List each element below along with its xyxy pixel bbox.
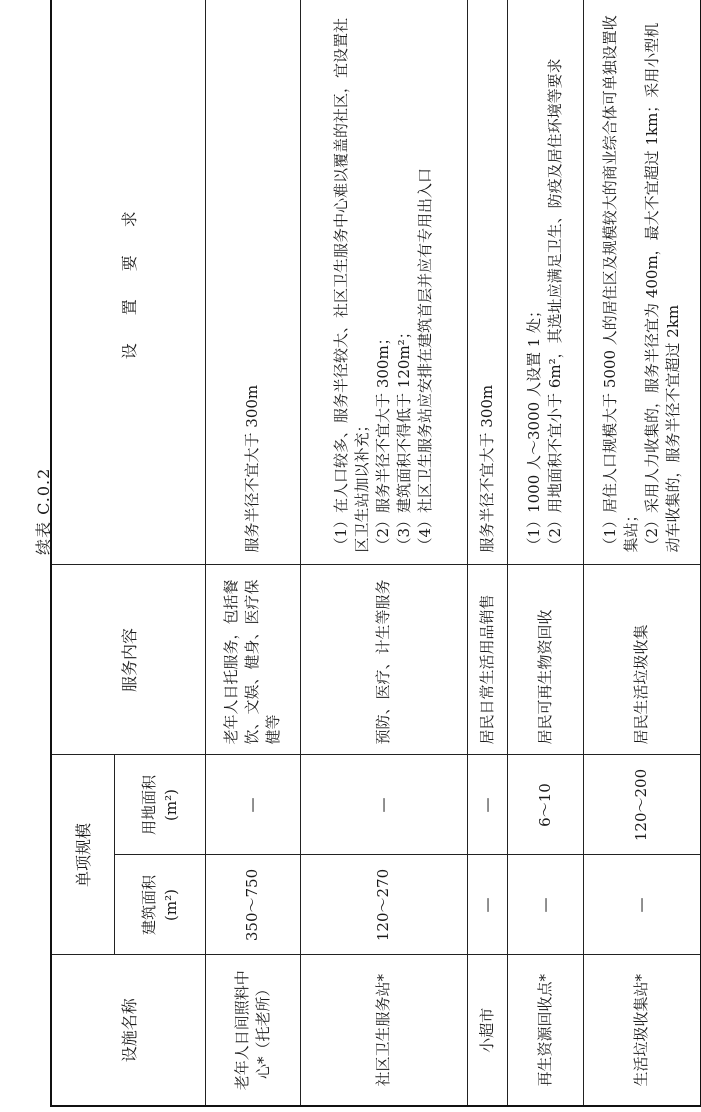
service-content-cell: 居民日常生活用品销售 xyxy=(467,565,507,755)
building-area-cell: — xyxy=(467,855,507,955)
land-area-cell: — xyxy=(300,755,467,855)
facility-name-cell: 再生资源回收点* xyxy=(507,955,583,1106)
table-row xyxy=(583,0,701,1106)
service-content-cell: 预防、医疗、计生等服务 xyxy=(300,565,467,755)
service-content-cell: 老年人日托服务，包括餐饮、文娱、健身、医疗保健等 xyxy=(205,565,300,755)
requirements-cell xyxy=(467,0,507,565)
service-content-cell: 居民可再生物资回收 xyxy=(507,565,583,755)
requirements-cell xyxy=(300,0,467,565)
land-area-cell: — xyxy=(467,755,507,855)
header-requirements: 设 置 要 求 xyxy=(51,0,205,565)
requirements-cell xyxy=(205,0,300,565)
header-land-area-label: 用地面积 xyxy=(139,774,158,835)
requirement-line: （1）居住人口规模大于 5000 人的居住区及规模较大的商业综合体可单独设置收集站； xyxy=(600,15,640,553)
building-area-cell: — xyxy=(583,855,701,955)
land-area-cell: 120～200 xyxy=(583,755,701,855)
requirement-line: （4）社区卫生服务站应安排在建筑首层并应有专用出入口 xyxy=(416,167,434,553)
table-row xyxy=(205,0,300,1106)
facility-name-cell: 生活垃圾收集站* xyxy=(583,955,701,1106)
header-facility-name: 设施名称 xyxy=(51,955,205,1106)
service-content-cell: 居民生活垃圾收集 xyxy=(583,565,701,755)
requirements-cell xyxy=(583,0,701,565)
facility-name-cell: 小超市 xyxy=(467,955,507,1106)
facility-table-rotated xyxy=(50,0,700,1107)
header-unit-scale: 单项规模 xyxy=(51,755,114,955)
land-area-cell: 6～10 xyxy=(507,755,583,855)
header-building-area-unit: (m²) xyxy=(161,889,180,921)
requirement-line: （2）采用人力收集的，服务半径宜为 400m，最大不宜超过 1km；采用小型机动车收集的，服务半径不宜超过 2km xyxy=(642,22,682,553)
table-row xyxy=(467,0,507,1106)
header-land-area-unit: (m²) xyxy=(161,789,180,821)
table-row xyxy=(507,0,583,1106)
header-land-area xyxy=(114,755,205,855)
facility-name-cell: 社区卫生服务站* xyxy=(300,955,467,1106)
facility-table xyxy=(50,0,701,1107)
requirement-line: （2）用地面积不宜小于 6m²，其选址应满足卫生、防疫及居住环境等要求 xyxy=(546,58,564,553)
requirement-line: 服务半径不宜大于 300m xyxy=(477,384,496,553)
building-area-cell: 350～750 xyxy=(205,855,300,955)
header-building-area xyxy=(114,855,205,955)
requirements-cell xyxy=(507,0,583,565)
requirement-line: （3）建筑面积不得低于 120m²； xyxy=(395,324,413,553)
table-caption: 续表 C.0.2 xyxy=(34,467,53,555)
requirement-line: 服务半径不宜大于 300m xyxy=(243,384,261,553)
table-row xyxy=(300,0,467,1106)
requirement-line: （2）服务半径不宜大于 300m； xyxy=(374,330,392,553)
land-area-cell: — xyxy=(205,755,300,855)
building-area-cell: — xyxy=(507,855,583,955)
requirement-line: （1）在人口较多、服务半径较大、社区卫生服务中心难以覆盖的社区，宜设置社区卫生站加以补充； xyxy=(332,17,371,553)
header-building-area-label: 建筑面积 xyxy=(139,875,158,936)
requirement-line: （1）1000 人～3000 人设置 1 处； xyxy=(525,302,543,553)
header-service-content: 服务内容 xyxy=(51,565,205,755)
building-area-cell: 120～270 xyxy=(300,855,467,955)
facility-name-cell: 老年人日间照料中心*（托老所） xyxy=(205,955,300,1106)
